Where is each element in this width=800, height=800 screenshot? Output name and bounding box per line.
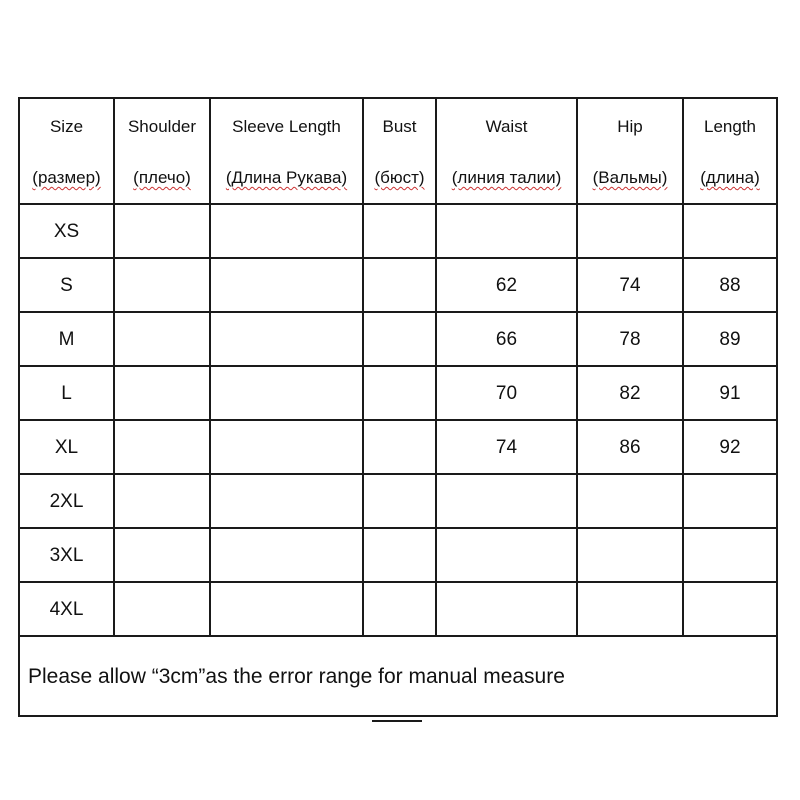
header-sleeve-length-ru: (Длина Рукава) — [225, 168, 348, 187]
cell-size: 3XL — [19, 528, 114, 582]
cell-length — [683, 528, 777, 582]
cell-shoulder — [114, 528, 210, 582]
header-sleeve-length-en: Sleeve Length — [232, 117, 341, 136]
cell-hip: 74 — [577, 258, 683, 312]
header-waist-ru: (линия талии) — [451, 168, 562, 187]
cell-waist: 66 — [436, 312, 577, 366]
cell-shoulder — [114, 474, 210, 528]
table-row — [19, 258, 777, 312]
cell-length — [683, 204, 777, 258]
header-length — [683, 98, 777, 204]
cell-hip: 82 — [577, 366, 683, 420]
cell-sleeve — [210, 312, 363, 366]
cell-size: M — [19, 312, 114, 366]
table-row — [19, 312, 777, 366]
header-size-en: Size — [49, 117, 84, 136]
cell-waist: 62 — [436, 258, 577, 312]
note-row — [19, 636, 777, 716]
cell-sleeve — [210, 474, 363, 528]
cell-bust — [363, 366, 436, 420]
table-row — [19, 582, 777, 636]
cell-waist: 74 — [436, 420, 577, 474]
cell-sleeve — [210, 204, 363, 258]
cell-size: S — [19, 258, 114, 312]
header-shoulder-ru: (плечо) — [133, 168, 191, 187]
cell-sleeve — [210, 528, 363, 582]
cell-sleeve — [210, 258, 363, 312]
header-hip-en: Hip — [617, 117, 643, 136]
cell-bust — [363, 420, 436, 474]
header-shoulder — [114, 98, 210, 204]
measurement-note: Please allow “3cm”as the error range for manual measure — [19, 636, 777, 716]
table-row — [19, 474, 777, 528]
header-waist-en: Waist — [485, 117, 528, 136]
cell-size: L — [19, 366, 114, 420]
cell-length: 91 — [683, 366, 777, 420]
cell-hip — [577, 474, 683, 528]
cell-hip — [577, 528, 683, 582]
cell-shoulder — [114, 258, 210, 312]
cell-waist — [436, 528, 577, 582]
header-bust-ru: (бюст) — [374, 168, 425, 187]
table-row — [19, 204, 777, 258]
cell-shoulder — [114, 204, 210, 258]
cell-bust — [363, 528, 436, 582]
cell-length: 88 — [683, 258, 777, 312]
cell-size: XL — [19, 420, 114, 474]
cell-sleeve — [210, 582, 363, 636]
cell-size: 2XL — [19, 474, 114, 528]
cell-hip: 86 — [577, 420, 683, 474]
cell-size: 4XL — [19, 582, 114, 636]
cell-bust — [363, 258, 436, 312]
cell-hip: 78 — [577, 312, 683, 366]
cell-length: 92 — [683, 420, 777, 474]
cell-bust — [363, 582, 436, 636]
divider-mark — [372, 720, 422, 722]
cell-size: XS — [19, 204, 114, 258]
header-size-ru: (размер) — [32, 168, 101, 187]
table-row — [19, 528, 777, 582]
cell-bust — [363, 474, 436, 528]
size-chart-table — [18, 97, 778, 717]
cell-shoulder — [114, 582, 210, 636]
header-hip — [577, 98, 683, 204]
cell-shoulder — [114, 366, 210, 420]
header-hip-ru: (Вальмы) — [592, 168, 668, 187]
cell-sleeve — [210, 420, 363, 474]
cell-waist — [436, 474, 577, 528]
cell-sleeve — [210, 366, 363, 420]
header-row — [19, 98, 777, 204]
header-bust-en: Bust — [382, 117, 417, 136]
cell-shoulder — [114, 312, 210, 366]
header-sleeve-length — [210, 98, 363, 204]
cell-shoulder — [114, 420, 210, 474]
cell-waist — [436, 204, 577, 258]
table-row — [19, 366, 777, 420]
cell-length — [683, 582, 777, 636]
header-shoulder-en: Shoulder — [127, 117, 197, 136]
table-row — [19, 420, 777, 474]
cell-hip — [577, 204, 683, 258]
cell-waist — [436, 582, 577, 636]
header-size — [19, 98, 114, 204]
header-length-ru: (длина) — [700, 168, 760, 187]
cell-hip — [577, 582, 683, 636]
cell-bust — [363, 204, 436, 258]
header-waist — [436, 98, 577, 204]
header-bust — [363, 98, 436, 204]
header-length-en: Length — [704, 117, 756, 136]
cell-waist: 70 — [436, 366, 577, 420]
cell-length: 89 — [683, 312, 777, 366]
cell-bust — [363, 312, 436, 366]
cell-length — [683, 474, 777, 528]
